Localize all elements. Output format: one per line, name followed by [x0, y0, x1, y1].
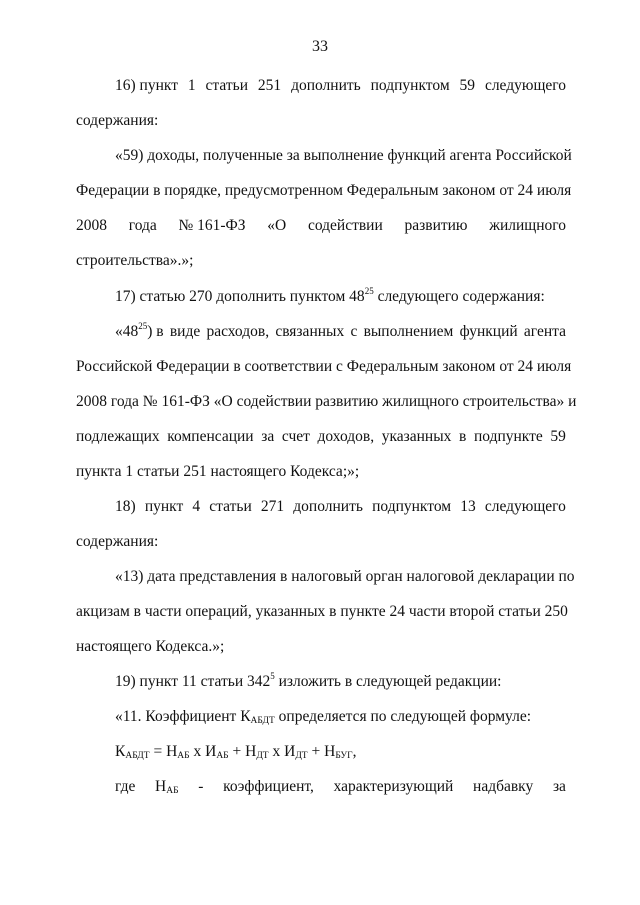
formula-plus1: + Н: [228, 743, 257, 760]
word: 251: [257, 77, 282, 94]
word: «О: [267, 217, 287, 234]
quote48-line3: 2008 года № 161-ФЗ «О содействии развитию жилищного строительства» и: [76, 393, 577, 410]
page-number: 33: [312, 38, 328, 55]
word: жилищного: [489, 217, 566, 234]
word: надбавку: [473, 778, 534, 795]
word: дополнить: [293, 498, 363, 515]
quote48-line4: [76, 427, 566, 447]
quote48-line1: [115, 322, 566, 342]
item18-line2: содержания:: [76, 533, 159, 550]
quote11-text-end: определяется по следующей формуле:: [274, 708, 532, 725]
word: 4: [192, 498, 201, 515]
formula-k: К: [115, 743, 126, 760]
word: развитию: [404, 217, 468, 234]
item17-text-end: следующего содержания:: [373, 288, 545, 305]
word: № 161-ФЗ: [178, 217, 246, 234]
word: 271: [260, 498, 285, 515]
word: 2008: [76, 217, 107, 234]
item19-text: 19) пункт 11 статьи 342: [115, 673, 271, 690]
quote59-line2: Федерации в порядке, предусмотренном Федеральным законом от 24 июля: [76, 182, 572, 199]
word: следующего: [484, 77, 566, 94]
quote59-line4: строительства».»;: [76, 252, 194, 269]
where-n: Н: [155, 778, 167, 795]
quote11-line: [115, 707, 566, 727]
word: агента: [523, 323, 566, 340]
word: за: [261, 428, 275, 445]
formula-k-sub: АБДТ: [125, 751, 150, 761]
word: коэффициент,: [223, 778, 314, 795]
word: функций: [459, 323, 518, 340]
word: в: [459, 428, 467, 445]
quote59-line3: [76, 216, 566, 236]
word: с: [350, 323, 358, 340]
formula-end: ,: [352, 743, 357, 760]
word: года: [128, 217, 157, 234]
word: подпунктом: [372, 498, 452, 515]
quote13-line2: акцизам в части операций, указанных в пункте 24 части второй статьи 250: [76, 603, 568, 620]
item19-text-end: изложить в следующей редакции:: [274, 673, 502, 690]
word: подпунктом: [370, 77, 450, 94]
word: пункт: [144, 498, 184, 515]
word: 59: [550, 428, 566, 445]
word: 13: [460, 498, 476, 515]
word: за: [552, 778, 566, 795]
word: [155, 777, 179, 797]
item16-line2: содержания:: [76, 112, 159, 129]
item16-line1: [115, 76, 566, 96]
item19-superscript: 5: [270, 671, 275, 681]
word: где: [115, 778, 136, 795]
formula-eq: = Н: [149, 743, 178, 760]
word: дополнить: [291, 77, 361, 94]
quote11-subscript: АБДТ: [250, 716, 275, 726]
quote48-line2: Российской Федерации в соответствии с Федеральным законом от 24 июля: [76, 358, 572, 375]
formula-i2-sub: ДТ: [295, 751, 308, 761]
formula-x2: х И: [268, 743, 296, 760]
word: [115, 322, 164, 342]
word: содействии: [307, 217, 383, 234]
word: виде: [169, 323, 201, 340]
formula-i1-sub: АБ: [216, 751, 229, 761]
item17-superscript: 25: [364, 286, 374, 296]
word: компенсации: [167, 428, 254, 445]
word: -: [198, 778, 204, 795]
quote13-line3: настоящего Кодекса.»;: [76, 638, 225, 655]
quote59-line1: «59) доходы, полученные за выполнение функций агента Российской: [115, 147, 572, 164]
where-line: [115, 777, 566, 797]
word: связанных: [275, 323, 345, 340]
quote48-superscript: 25: [138, 321, 148, 331]
word: подпункте: [473, 428, 543, 445]
word: 1: [187, 77, 196, 94]
where-n-sub: АБ: [166, 786, 179, 796]
quote11-text: «11. Коэффициент К: [115, 708, 251, 725]
word: 16) пункт: [115, 77, 178, 94]
word: характеризующий: [333, 778, 454, 795]
word: 59: [459, 77, 476, 94]
item18-line1: [115, 497, 566, 517]
word: счет: [281, 428, 310, 445]
word: расходов,: [206, 323, 270, 340]
word: доходов,: [317, 428, 375, 445]
quote48-start: «48: [115, 323, 139, 340]
word: указанных: [381, 428, 452, 445]
item17-line: [115, 287, 566, 307]
formula-line: [115, 742, 566, 762]
word: ) в: [147, 323, 164, 340]
quote13-line1: «13) дата представления в налоговый орган налоговой декларации по: [115, 568, 575, 585]
word: следующего: [484, 498, 566, 515]
formula-x1: х И: [189, 743, 217, 760]
formula-plus2: + Н: [307, 743, 336, 760]
item19-line: [115, 672, 566, 692]
word: статьи: [209, 498, 252, 515]
word: выполнением: [363, 323, 454, 340]
word: подлежащих: [76, 428, 160, 445]
word: статьи: [205, 77, 249, 94]
formula-n1-sub: АБ: [177, 751, 190, 761]
item17-text: 17) статью 270 дополнить пунктом 48: [115, 288, 365, 305]
word: 18): [115, 498, 136, 515]
formula-n3-sub: БУГ: [335, 751, 353, 761]
formula-n2-sub: ДТ: [256, 751, 269, 761]
quote48-line5: пункта 1 статьи 251 настоящего Кодекса;»;: [76, 463, 360, 480]
